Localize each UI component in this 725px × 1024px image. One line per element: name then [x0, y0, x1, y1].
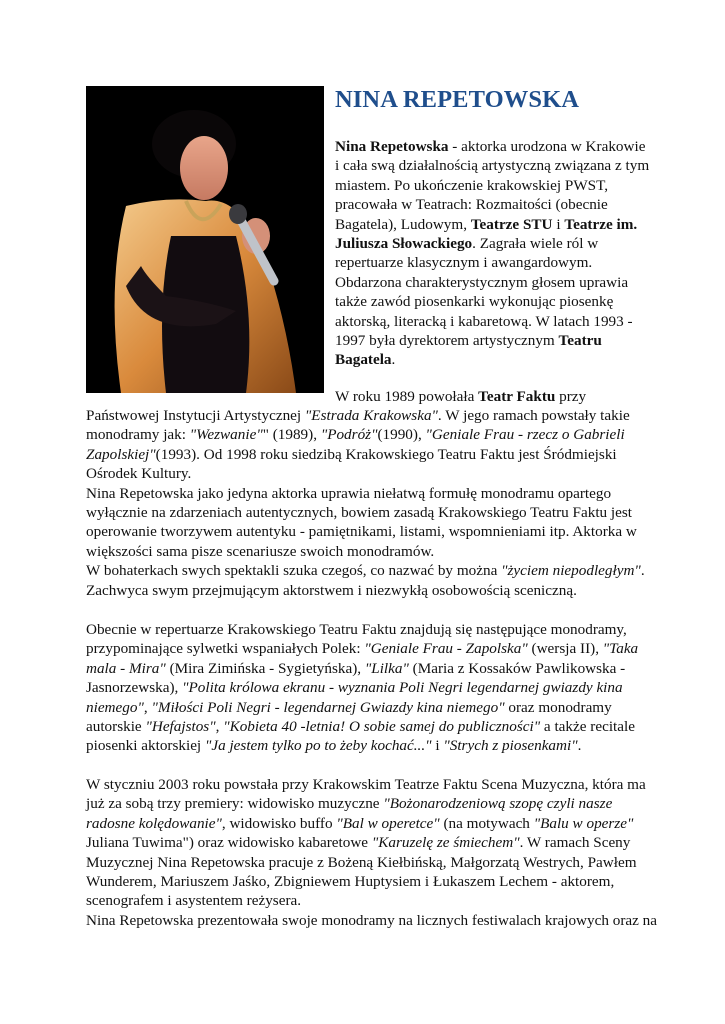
text-line — [86, 484, 646, 503]
italic-title: "Kobieta 40 -letnia! O sobie samej do publiczności" — [223, 718, 541, 736]
text-line — [86, 872, 646, 891]
text-line — [86, 736, 646, 755]
text: Obdarzona charakterystycznym głosem uprawia — [335, 273, 629, 291]
text: (1993). Od 1998 roku siedzibą Krakowskiego Teatru Faktu jest Śródmiejski — [155, 445, 617, 463]
text: Jasnorzewska), — [86, 679, 183, 697]
text-line — [86, 522, 646, 541]
text: autorskie — [86, 718, 146, 736]
text: już za sobą trzy premiery: widowisko muzyczne — [86, 795, 384, 813]
italic-title: "Estrada Krakowska" — [304, 407, 438, 424]
italic-title: "Lilka" — [364, 659, 409, 677]
text: aktorską, literacką i kabaretową. W latach 1993 - — [335, 312, 633, 330]
text: operowanie tworzywem autentyku - pamiętnikami, listami, wspomnieniami itp. Aktorka w — [86, 523, 637, 541]
text: . — [391, 351, 396, 369]
text-line — [335, 331, 635, 350]
text: Obecnie w repertuarze Krakowskiego Teatru Faktu znajdują się następujące monodramy, — [86, 621, 627, 638]
text-line — [86, 814, 646, 833]
text: monodramy jak: — [86, 426, 190, 444]
text: 1997 była dyrektorem artystycznym — [335, 332, 559, 350]
text: miastem. Po ukończenie krakowskiej PWST, — [335, 176, 609, 194]
text: wyłącznie na zdarzeniach autentycznych, bowiem zasadą Krakowskiego Teatru Faktu jest — [86, 504, 633, 522]
music-scene-paragraph — [86, 775, 657, 930]
italic-title: "Karuzelę ze śmiechem" — [371, 834, 520, 852]
text-line — [86, 406, 646, 425]
text-line — [335, 292, 635, 311]
theatre-paragraph — [86, 406, 646, 600]
italic-title: "Hefajstos" — [145, 718, 216, 736]
text: oraz monodramy — [504, 698, 612, 716]
text: Nina Repetowska prezentowała swoje monodramy na licznych festiwalach krajowych oraz na — [86, 911, 657, 929]
text: i — [431, 737, 444, 755]
text-line — [335, 312, 635, 331]
italic-title: "Bal w operetce" — [336, 814, 440, 832]
bold-text: Juliusza Słowackiego — [335, 235, 473, 253]
text: większości sama pisze scenariusze swoich monodramów. — [86, 542, 435, 560]
repertoire-paragraph — [86, 620, 646, 756]
italic-title: Zapolskiej" — [86, 445, 156, 463]
text: Ośrodek Kultury. — [86, 465, 192, 483]
text-line — [86, 561, 646, 580]
italic-title: "Taka — [602, 640, 639, 658]
italic-title: "Podróż" — [320, 426, 378, 444]
text: pracowała w Teatrach: Rozmaitości (obecnie — [335, 196, 608, 214]
text: Nina Repetowska jako jedyna aktorka uprawia niełatwą formułę monodramu opartego — [86, 484, 612, 502]
text: przypominające sylwetki wspaniałych Polek: — [86, 640, 365, 658]
text: przy — [555, 388, 587, 405]
italic-title: "Miłości Poli Negri - legendarnej Gwiazdy kina niemego" — [151, 698, 505, 716]
bold-text: Teatrze im. — [564, 215, 638, 233]
text-line — [335, 195, 635, 214]
bold-text: Teatrze STU — [470, 215, 553, 233]
text-line — [335, 137, 646, 156]
text-line — [86, 678, 646, 697]
text-line — [86, 698, 646, 717]
text: Muzycznej Nina Repetowska pracuje z Bożeną Kiełbińską, Małgorzatą Westrych, Pawłem — [86, 853, 637, 871]
text: scenografem i asystentem reżysera. — [86, 892, 302, 910]
text-line — [335, 350, 635, 369]
text-line — [335, 234, 635, 253]
text-line — [335, 156, 650, 175]
text: - aktorka urodzona w Krakowie — [448, 138, 646, 155]
text-line — [86, 620, 646, 639]
text: W bohaterkach swych spektakli szuka czegoś, co nazwać by można — [86, 562, 502, 580]
text: Państwowej Instytucji Artystycznej — [86, 407, 305, 424]
portrait-photo — [86, 86, 324, 393]
text-line — [86, 581, 646, 600]
theatre-founding-intro — [335, 387, 635, 406]
text-line — [86, 891, 646, 910]
text-line — [86, 503, 646, 522]
italic-title: "Strych z piosenkami" — [443, 737, 578, 755]
portrait-illustration — [86, 86, 324, 393]
bold-text: Bagatela — [335, 351, 392, 369]
italic-title: "Balu w operze" — [533, 814, 634, 832]
italic-title: niemego" — [86, 698, 144, 716]
italic-title: "Geniale Frau - rzecz o Gabrieli — [425, 426, 625, 444]
text: (na motywach — [439, 814, 534, 832]
text: piosenki aktorskiej — [86, 737, 205, 755]
text: Juliana Tuwima") oraz widowisko kabaretowe — [86, 834, 372, 852]
bold-text: Teatru — [558, 332, 602, 350]
text: (1990), — [377, 426, 426, 444]
text: . — [577, 737, 582, 755]
italic-title: mala - Mira" — [86, 659, 166, 677]
text-line — [86, 717, 646, 736]
bold-text: Nina Repetowska — [335, 138, 449, 155]
italic-title: "Ja jestem tylko po to żeby kochać..." — [204, 737, 432, 755]
text-line — [86, 794, 646, 813]
text-line — [335, 253, 635, 272]
text-line — [86, 853, 646, 872]
text-line — [86, 911, 657, 930]
text-line — [86, 445, 646, 464]
text: i cała swą działalnością artystyczną związana z tym — [335, 157, 650, 175]
text: . — [640, 562, 645, 580]
italic-title: radosne kolędowanie" — [86, 814, 222, 832]
text: i — [552, 215, 565, 233]
text: a także recitale — [540, 718, 635, 736]
text-line — [86, 775, 646, 794]
italic-title: "Bożonarodzeniową szopę czyli nasze — [383, 795, 613, 813]
text: , — [215, 718, 224, 736]
text: Zachwyca swym przejmującym aktorstwem i niezwykłą osobowością sceniczną. — [86, 581, 577, 599]
text: W roku 1989 powołała — [335, 388, 479, 405]
bold-text: Teatr Faktu — [478, 388, 556, 405]
text-line — [86, 542, 646, 561]
text: " (1989), — [262, 426, 321, 444]
text-line — [86, 833, 646, 852]
text: . W ramach Sceny — [519, 834, 631, 852]
text: także zawód piosenkarki wykonując piosenkę — [335, 293, 614, 311]
italic-title: "Geniale Frau - Zapolska" — [364, 640, 528, 658]
text: . Zagrała wiele ról w — [472, 235, 599, 253]
text: , — [143, 698, 152, 716]
text-line — [335, 273, 635, 292]
italic-title: "życiem niepodległym" — [501, 562, 641, 580]
text-line — [335, 176, 635, 195]
text: Wunderem, Mariuszem Jaśko, Zbigniewem Huptysiem i Łukaszem Lechem - aktorem, — [86, 873, 615, 891]
text-line — [86, 659, 646, 678]
italic-title: "Wezwanie" — [189, 426, 263, 444]
text: (Maria z Kossaków Pawlikowska - — [408, 659, 626, 677]
text-line — [86, 639, 646, 658]
italic-title: "Polita królowa ekranu - wyznania Poli Negri legendarnej gwiazdy kina — [182, 679, 623, 697]
text: Bagatela), Ludowym, — [335, 215, 471, 233]
text-line — [335, 387, 635, 406]
page-title: NINA REPETOWSKA — [335, 86, 580, 113]
text: (wersja II), — [527, 640, 603, 658]
text: W styczniu 2003 roku powstała przy Krakowskim Teatrze Faktu Scena Muzyczna, która ma — [86, 776, 646, 793]
text-line — [86, 464, 646, 483]
text: . W jego ramach powstały takie — [437, 407, 630, 424]
text: (Mira Zimińska - Sygietyńska), — [165, 659, 365, 677]
text: , widowisko buffo — [221, 814, 337, 832]
text: repertuarze klasycznym i awangardowym. — [335, 254, 593, 272]
text-line — [86, 425, 646, 444]
text-line — [335, 215, 638, 234]
bio-paragraph — [335, 137, 650, 370]
